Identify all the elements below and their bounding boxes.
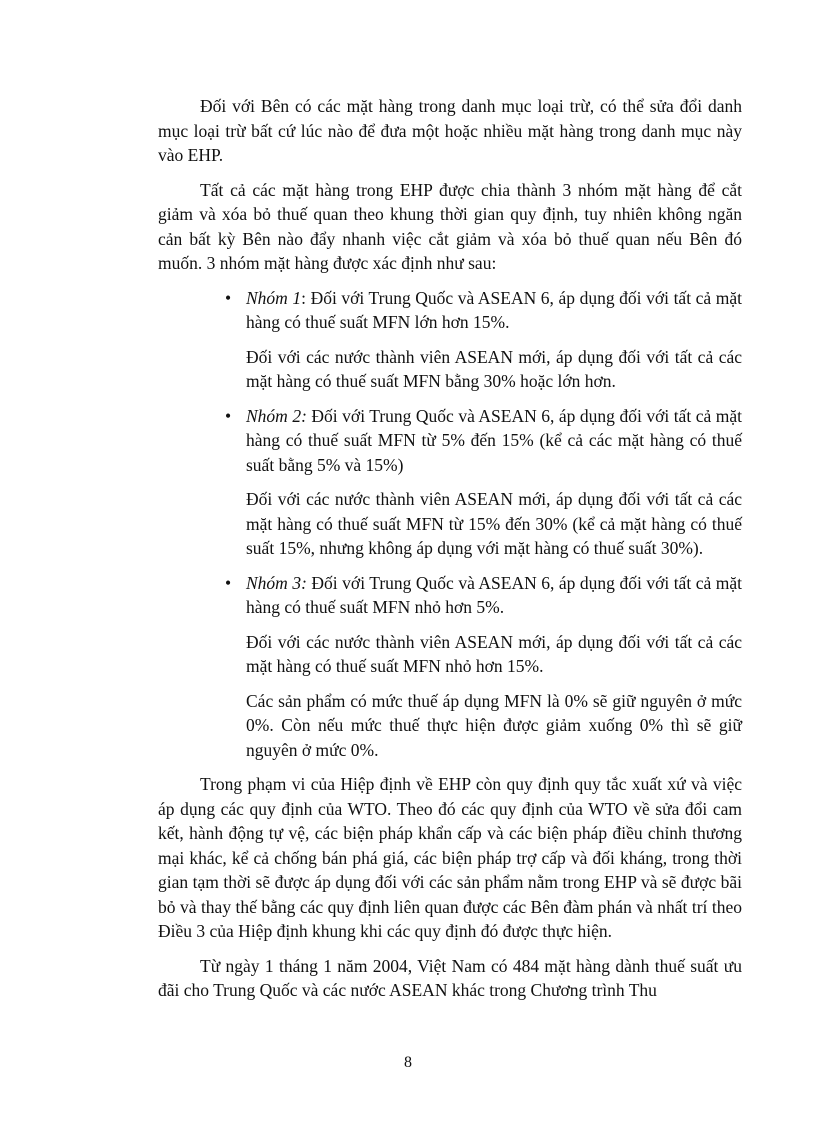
bullet-icon: •	[225, 405, 232, 426]
group-1-text	[246, 286, 742, 335]
group-3-label: Nhóm 3:	[246, 572, 307, 593]
group-3-new-members: Đối với các nước thành viên ASEAN mới, áp dụng đối với tất cả các mặt hàng có thuế suất MFN nhỏ hơn 15%.	[246, 631, 742, 676]
list-item-group-2	[158, 404, 742, 478]
paragraph-vietnam-2004: Từ ngày 1 tháng 1 năm 2004, Việt Nam có 484 mặt hàng dành thuế suất ưu đãi cho Trung Quốc và các nước ASEAN khác trong Chương trình Thu	[158, 955, 742, 1000]
group-1-new-members: Đối với các nước thành viên ASEAN mới, áp dụng đối với tất cả các mặt hàng có thuế suất MFN bằng 30% hoặc lớn hơn.	[246, 346, 742, 391]
group-1-separator: :	[301, 287, 307, 308]
paragraph-exclusion-list: Đối với Bên có các mặt hàng trong danh mục loại trừ, có thể sửa đổi danh mục loại trừ bất cứ lúc nào để đưa một hoặc nhiều mặt hàng trong danh mục này vào EHP.	[158, 96, 742, 165]
group-1-description: Đối với Trung Quốc và ASEAN 6, áp dụng đối với tất cả mặt hàng có thuế suất MFN lớn hơn 15%.	[246, 287, 742, 332]
group-2-label: Nhóm 2:	[246, 405, 307, 426]
group-3-text	[246, 571, 742, 620]
group-2-sub-paragraph	[158, 487, 742, 561]
paragraph-wto-rules: Trong phạm vi của Hiệp định về EHP còn quy định quy tắc xuất xứ và việc áp dụng các quy định của WTO. Theo đó các quy định của WTO về sửa đổi cam kết, hành động tự vệ, các biện pháp khẩn cấp và các biện pháp điều chỉnh thương mại khác, kể cả chống bán phá giá, các biện pháp trợ cấp và đối kháng, trong thời gian tạm thời sẽ được áp dụng đối với các sản phẩm nằm trong EHP và sẽ được bãi bỏ và thay thế bằng các quy định liên quan được các Bên đàm phán và nhất trí theo Điều 3 của Hiệp định khung khi các quy định đó được thực hiện.	[158, 774, 742, 941]
page-number: 8	[404, 1054, 412, 1071]
group-3-zero-tariff-note	[158, 689, 742, 763]
list-item-group-1	[158, 286, 742, 335]
group-2-text	[246, 404, 742, 478]
group-3-zero-tariff-text: Các sản phẩm có mức thuế áp dụng MFN là 0% sẽ giữ nguyên ở mức 0%. Còn nếu mức thuế thực hiện được giảm xuống 0% thì sẽ giữ nguyên ở mức 0%.	[246, 690, 742, 760]
group-3-sub-paragraph	[158, 630, 742, 679]
page-content	[158, 94, 742, 1013]
group-3-description: Đối với Trung Quốc và ASEAN 6, áp dụng đối với tất cả mặt hàng có thuế suất MFN nhỏ hơn 5%.	[246, 572, 742, 617]
group-2-new-members: Đối với các nước thành viên ASEAN mới, áp dụng đối với tất cả các mặt hàng có thuế suất MFN từ 15% đến 30% (kể cả mặt hàng có thuế suất 15%, nhưng không áp dụng với mặt hàng có thuế suất 30%).	[246, 489, 742, 558]
group-1-sub-paragraph	[158, 345, 742, 394]
group-2-description: Đối với Trung Quốc và ASEAN 6, áp dụng đối với tất cả mặt hàng có thuế suất MFN từ 5% đến 15% (kể cả các mặt hàng có thuế suất bằng 5% và 15%)	[246, 405, 742, 475]
bullet-icon: •	[225, 287, 232, 308]
list-item-group-3	[158, 571, 742, 620]
group-1-label: Nhóm 1	[246, 287, 302, 308]
bullet-icon: •	[225, 572, 232, 593]
paragraph-groups-intro: Tất cả các mặt hàng trong EHP được chia thành 3 nhóm mặt hàng để cắt giảm và xóa bỏ thuế quan theo khung thời gian quy định, tuy nhiên không ngăn cản bất kỳ Bên nào đẩy nhanh việc cắt giảm và xóa bỏ thuế quan nếu Bên đó muốn. 3 nhóm mặt hàng được xác định như sau:	[158, 179, 742, 273]
